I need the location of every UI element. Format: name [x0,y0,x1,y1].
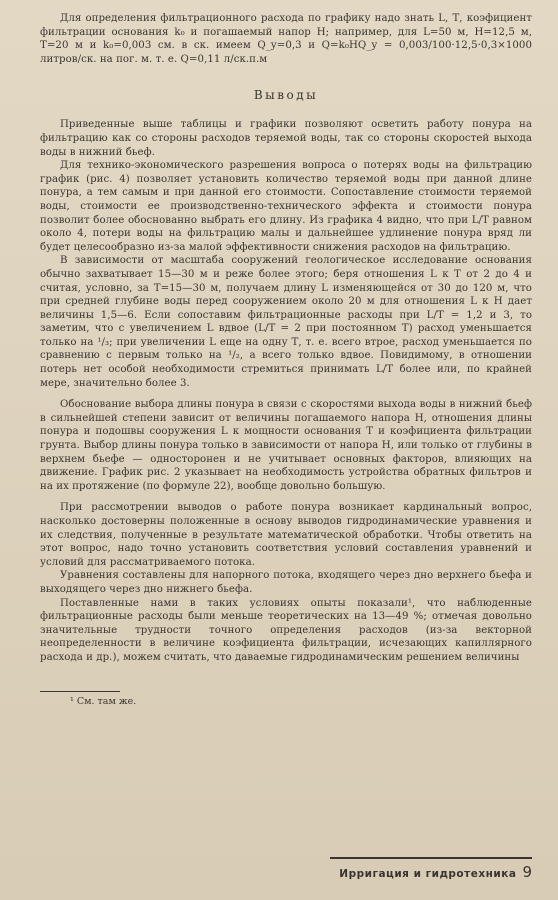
intro-paragraph: Для определения фильтрационного расхода по графику надо знать L, Т, коэфициент фильтрации основания k₀ и погашаемый напор Н; например, для L=50 м, Н=12,5 м, Т=20 м и k₀=0,003 см. в ск. имеем Q_y=0,3 и Q=k₀HQ_y = 0,003/100·12,5·0,3×1000 литров/ск. на пог. м. т. е. Q=0,11 л/ск.п.м [40,13,532,65]
page-footer [330,857,532,881]
journal-title: Ирригация и гидротехника [339,868,517,880]
section-heading: Выводы [253,88,319,103]
paragraph-5: При рассмотрении выводов о работе понура возникает кардинальный вопрос, насколько достоверны положенные в основу выводов гидродинамические уравнения и их следствия, полученные в результате математической обработки. Чтобы ответить на этот вопрос, надо точно установить соответствия условий составления уравнений и условий для рассматриваемого потока. [40,502,532,568]
paragraph-4: Обоснование выбора длины понура в связи с скоростями выхода воды в нижний бьеф в сильнейшей степени зависит от величины погашаемого напора Н, отношения длины понура и подошвы сооружения L к мощности основания Т и коэфициента фильтрации грунта. Выбор длины понура только в зависимости от напора Н, или только от глубины в верхнем бьефе — односторонен и не учитывает основных факторов, влияющих на движение. График рис. 2 указывает на необходимость устройства обратных фильтров и на их протяжение (по формуле 22), вообще довольно большую. [40,399,532,492]
paragraph-3: В зависимости от масштаба сооружений геологическое исследование основания обычно захватывает 15—30 м и реже более этого; беря отношения L к Т от 2 до 4 и считая, условно, за Т=15—30 м, получаем длину L изменяющейся от 30 до 120 м, что при средней глубине воды перед сооружением около 20 м для отношения L к Н дает величины 1,5—6. Если сопоставим фильтрационные расходы при L/T = 1,2 и 3, то заметим, что с увеличением L вдвое (L/T = 2 при постоянном Т) расход уменьшается только на ¹/₃; при увеличении L еще на одну Т, т. е. всего втрое, расход уменьшается по сравнению с первым только на ¹/₂, а всего только вдвое. Повидимому, в отношении потерь нет особой необходимости стремиться принимать L/T более или, по крайней мере, значительно более 3. [40,255,532,389]
paragraph-6: Уравнения составлены для напорного потока, входящего через дно верхнего бьефа и выходящего через дно нижнего бьефа. [40,570,532,595]
footnote-rule [40,691,120,692]
footnote: ¹ См. там же. [70,695,137,707]
page-number: 9 [522,863,532,881]
paragraph-2: Для технико-экономического разрешения вопроса о потерях воды на фильтрацию график (рис. 4) позволяет установить количество теряемой воды при данной длине понура, а тем самым и при данной его стоимости. Сопоставление стоимости теряемой воды, стоимости ее производственно-технического эффекта и стоимости понура позволит более обоснованно выбрать его длину. Из графика 4 видно, что при L/T равном около 4, потери воды на фильтрацию малы и дальнейшее удлинение понура вряд ли будет целесообразно из-за малой эффективности снижения расходов на фильтрацию. [40,160,532,253]
paragraph-7: Поставленные нами в таких условиях опыты показали¹, что наблюденные фильтрационные расходы были меньше теоретических на 13—49 %; отмечая довольно значительные трудности точного определения расходов (из-за векторной неопределенности в величине коэфициента фильтрации, исчезающих капиллярного расхода и др.), можем считать, что даваемые гидродинамическим решением величины [40,597,532,663]
paragraph-1: Приведенные выше таблицы и графики позволяют осветить работу понура на фильтрацию как со стороны расходов теряемой воды, так со стороны скоростей выхода воды в нижний бьеф. [40,119,532,158]
